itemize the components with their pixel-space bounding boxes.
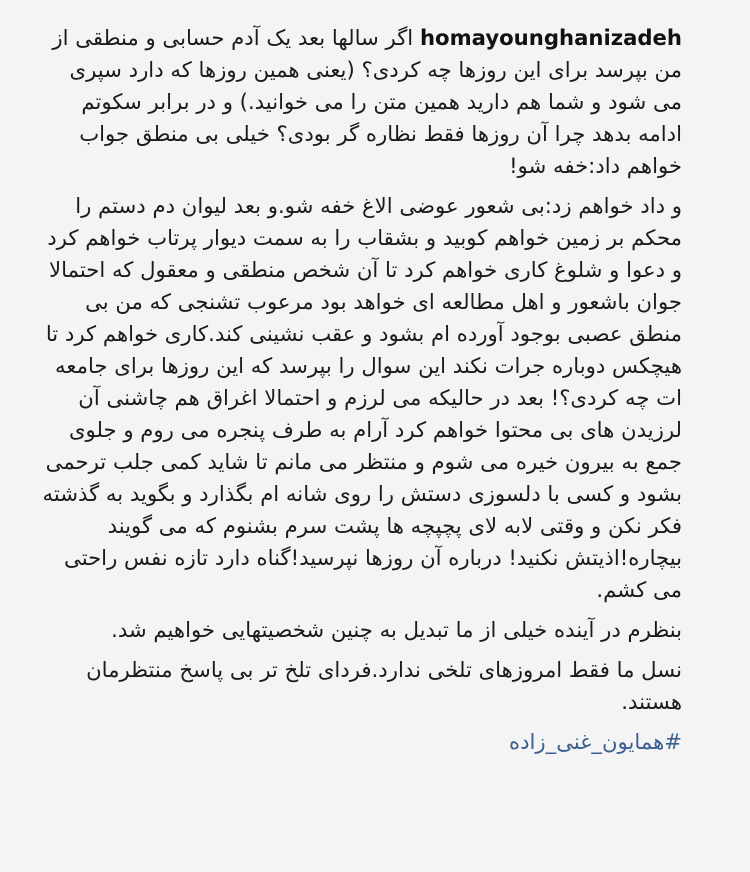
caption-paragraph-3: بنظرم در آینده خیلی از ما تبدیل به چنین شخصیتهایی خواهیم شد. xyxy=(111,617,682,642)
caption-paragraph-2: و داد خواهم زد:بی شعور عوضی الاغ خفه شو.و بعد لیوان دم دستم را محکم بر زمین خواهم کوبید و بشقاب را به سمت دیوار پرتاب خواهم کرد و دعوا و شلوغ کاری خواهم کرد تا آن شخص منطقی و معقول که احتمالا جوان باشعور و اهل مطالعه ای خواهد بود مرعوب تشنجی که من بی منطق عصبی بوجود آورده ام بشود و عقب نشینی کند.کاری خواهم کرد تا هیچکس دوباره جرات نکند این سوال را بپرسد که این روزها برای جامعه ات چه کردی؟! بعد در حالیکه می لرزم و احتمالا اغراق هم چاشنی آن لرزیدن های بی محتوا خواهم کرد آرام به طرف پنجره می روم و جلوی جمع به بیرون خیره می شوم و منتظر می مانم تا شاید کمی جلب ترحمی بشود و کسی با دلسوزی دستش را روی شانه ام بگذارد و بگوید به گذشته فکر نکن و وقتی لابه لای پچپچه ها پشت سرم بشنوم که می گویند بیچاره!اذیتش نکنید! درباره آن روزها نپرسید!گناه دارد تازه نفس راحتی می کشم. xyxy=(42,193,682,602)
username-link[interactable]: homayounghanizadeh xyxy=(419,25,682,50)
hashtag-link[interactable]: #همایون_غنی_زاده xyxy=(508,729,682,754)
post-caption xyxy=(40,22,682,758)
caption-text-1: اگر سالها بعد یک آدم حسابی و منطقی از من بپرسد برای این روزها چه کردی؟ (یعنی همین روزها که دارد سپری می شود و شما هم دارید همین متن را می خوانید.) و در برابر سکوتم ادامه بدهد چرا آن روزها فقط نظاره گر بودی؟ خیلی بی منطق جواب خواهم داد:خفه شو! xyxy=(52,25,682,178)
caption-paragraph-1 xyxy=(40,22,682,182)
caption-paragraph-4: نسل ما فقط امروزهای تلخی ندارد.فردای تلخ تر بی پاسخ منتظرمان هستند. xyxy=(86,657,682,714)
